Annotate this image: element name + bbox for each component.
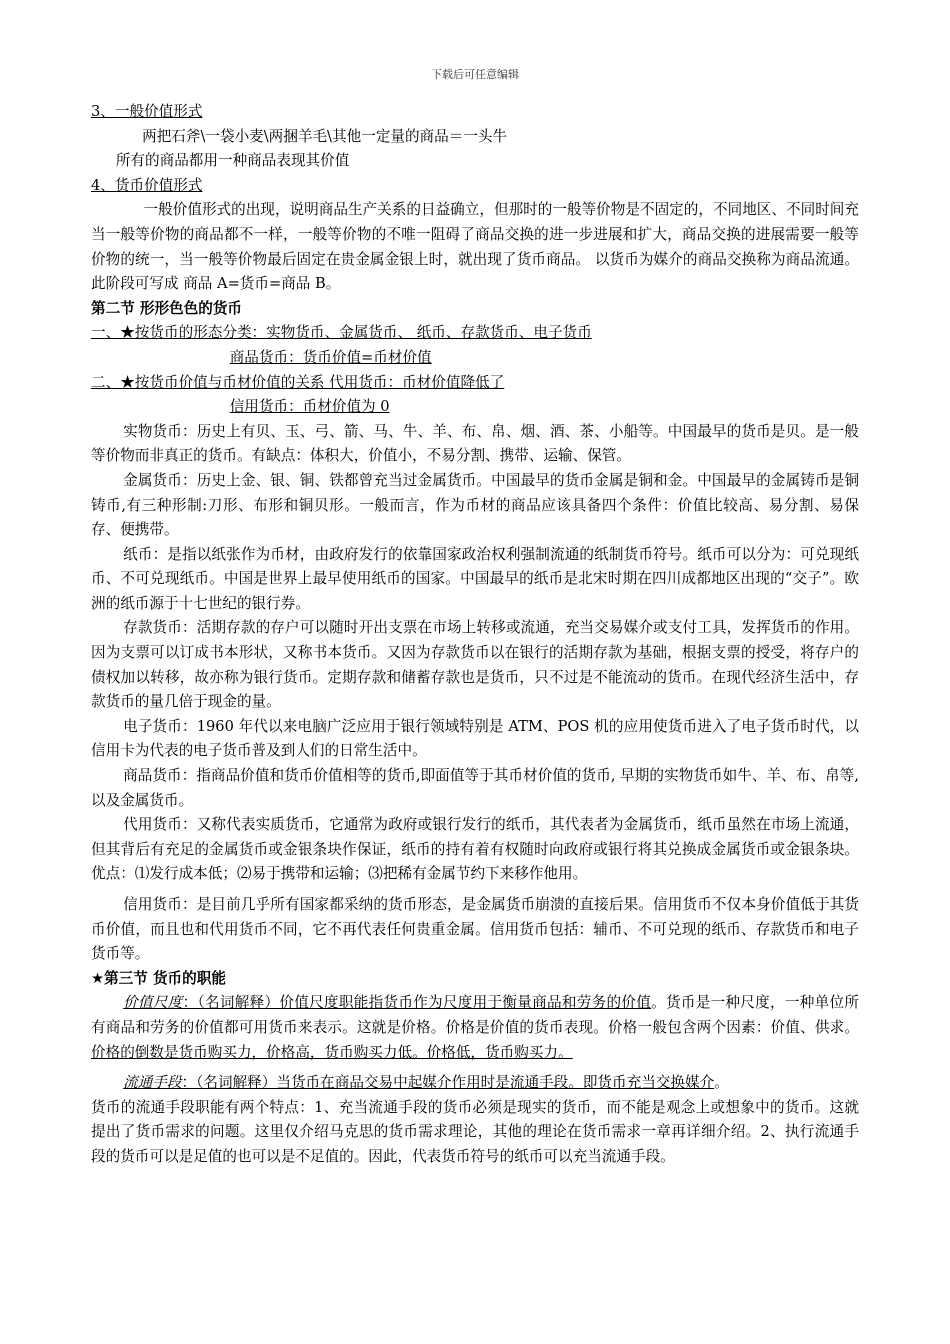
document-body [91, 100, 859, 1170]
section-3-title: 3、一般价值形式 [91, 103, 203, 120]
page-header: 下载后可任意编辑 [431, 68, 519, 81]
definition-value-measure: ：（名词解释）价值尺度职能指货币作为尺度用于衡量商品和劳务的价值 [182, 994, 652, 1012]
paragraph-electronic-money: 电子货币：1960 年代以来电脑广泛应用于银行领域特别是 ATM、POS 机的应用使货币进入了电子货币时代，以信用卡为代表的电子货币普及到人们的日常生活中。 [91, 717, 859, 760]
section-4-title: 4、货币价值形式 [91, 176, 203, 194]
paragraph-circulation-features: 货币的流通手段职能有两个特点：1、充当流通手段的货币必须是现实的货币，而不能是观念上或想象中的货币。这就提出了货币需求的问题。这里仅介绍马克思的货币需求理论，其他的理论在货币需求一章再详细介绍。2、执行流通手段的货币可以是足值的也可以是不足值的。因此，代表货币符号的纸币可以充当流通手段。 [91, 1098, 859, 1165]
paragraph-representative-money: 代用货币：又称代表实质货币，它通常为政府或银行发行的纸币，其代表者为金属货币，纸币虽然在市场上流通，但其背后有充足的金属货币或金银条块作保证，纸币的持有着有权随时向政府或银行将其兑换成金属货币或金银条块。优点：⑴发行成本低；⑵易于携带和运输；⑶把稀有金属节约下来移作他用。 [91, 816, 859, 883]
paragraph-physical-money: 实物货币：历史上有贝、玉、弓、箭、马、牛、羊、布、帛、烟、酒、茶、小船等。中国最早的货币是贝。是一般等价物而非真正的货币。有缺点：体积大，价值小，不易分割、携带、运输、保管。 [91, 422, 859, 465]
term-value-measure: 价值尺度 [123, 994, 183, 1012]
section-3-equation: 两把石斧\一袋小麦\两捆羊毛\其他一定量的商品＝一头牛 [142, 127, 508, 145]
classification-2-credit: 信用货币：币材价值为 0 [229, 398, 390, 416]
section-4-paragraph: 一般价值形式的出现，说明商品生产关系的日益确立，但那时的一般等价物是不固定的，不同地区、不同时间充当一般等价物的商品都不一样，一般等价物的不唯一阻碍了商品交换的进一步进展和扩大，商品交换的进展需要一般等价物的统一，当一般等价物最后固定在贵金属金银上时，就出现了货币商品。 以货币为媒介的商品交换称为商品流通。此阶段可写成 商品 A=货币=商品 B。 [91, 201, 859, 293]
paragraph-deposit-money: 存款货币：活期存款的存户可以随时开出支票在市场上转移或流通，充当交易媒介或支付工具，发挥货币的作用。因为支票可以订成书本形状，又称书本货币。又因为存款货币以在银行的活期存款为基础，根据支票的授受，将存户的债权加以转移，故亦称为银行货币。定期存款和储蓄存款也是货币，只不过是不能流动的货币。在现代经济生活中，存款货币的量几倍于现金的量。 [91, 619, 859, 711]
paragraph-value-measure: 价值尺度：（名词解释）价值尺度职能指货币作为尺度用于衡量商品和劳务的价值。货币是一种尺度，一种单位所有商品和劳务的价值都可用货币来表示。这就是价格。价格是价值的货币表现。价格一般包含两个因素：价值、供求。价格的倒数是货币购买力，价格高，货币购买力低。价格低，货币购买力。 [91, 994, 859, 1061]
term-circulation: 流通手段 [123, 1074, 182, 1092]
paragraph-circulation: 流通手段：（名词解释）当货币在商品交易中起媒介作用时是流通手段。即货币充当交换媒介。 [123, 1074, 729, 1092]
section-3-description: 所有的商品都用一种商品表现其价值 [115, 152, 350, 170]
paragraph-metal-money: 金属货币：历史上金、银、铜、铁都曾充当过金属货币。中国最早的货币金属是铜和金。中国最早的金属铸币是铜铸币,有三种形制:刀形、布形和铜贝形。一般而言，作为币材的商品应该具备四个条件：价值比较高、易分割、易保存、便携带。 [91, 471, 859, 539]
chapter-2-title: 第二节 形形色色的货币 [91, 299, 243, 317]
chapter-3-title: ★第三节 货币的职能 [91, 969, 226, 987]
paragraph-paper-money: 纸币：是指以纸张作为币材，由政府发行的依靠国家政治权利强制流通的纸制货币符号。纸币可以分为：可兑现纸币、不可兑现纸币。中国是世界上最早使用纸币的国家。中国最早的纸币是北宋时期在四川成都地区出现的“交子”。欧洲的纸币源于十七世纪的银行券。 [91, 545, 859, 612]
definition-circulation: ：（名词解释）当货币在商品交易中起媒介作用时是流通手段。即货币充当交换媒介 [181, 1074, 715, 1092]
classification-2: 二、★按货币价值与币材价值的关系 代用货币：币材价值降低了 [91, 373, 505, 391]
purchasing-power-note: 价格的倒数是货币购买力，价格高，货币购买力低。价格低，货币购买力。 [91, 1043, 573, 1061]
paragraph-commodity-money: 商品货币：指商品价值和货币价值相等的货币,即面值等于其币材价值的货币, 早期的实物货币如牛、羊、布、帛等,以及金属货币。 [91, 767, 859, 809]
classification-1-commodity: 商品货币：货币价值=币材价值 [229, 348, 432, 366]
paragraph-credit-money: 信用货币：是目前几乎所有国家都采纳的货币形态，是金属货币崩溃的直接后果。信用货币不仅本身价值低于其货币价值，而且也和代用货币不同，它不再代表任何贵重金属。信用货币包括：辅币、不可兑现的纸币、存款货币和电子货币等。 [91, 896, 859, 963]
classification-1: 一、★按货币的形态分类：实物货币、金属货币、 纸币、存款货币、电子货币 [91, 324, 592, 342]
